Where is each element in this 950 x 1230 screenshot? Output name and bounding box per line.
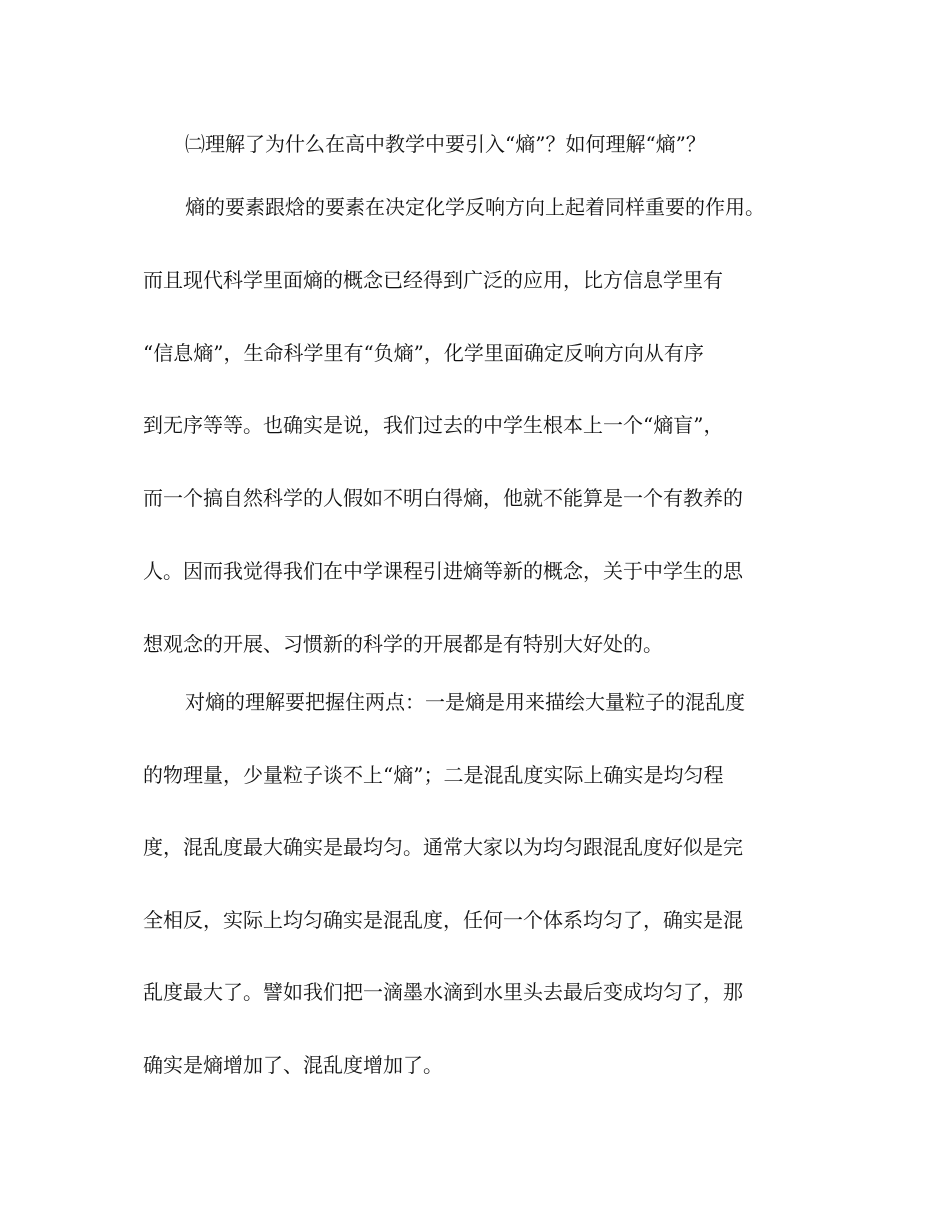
paragraph-line: 对熵的理解要把握住两点：一是熵是用来描绘大量粒子的混乱度 [185, 690, 745, 714]
paragraph-line: 熵的要素跟焓的要素在决定化学反响方向上起着同样重要的作用。 [185, 195, 765, 219]
paragraph-line: 到无序等等。也确实是说，我们过去的中学生根本上一个“熵盲”， [143, 413, 724, 437]
paragraph-line: 的物理量，少量粒子谈不上“熵”；二是混乱度实际上确实是均匀程 [143, 763, 724, 787]
paragraph-line: 度，混乱度最大确实是最均匀。通常大家以为均匀跟混乱度好似是完 [143, 835, 743, 859]
paragraph-line: 而且现代科学里面熵的概念已经得到广泛的应用，比方信息学里有 [143, 268, 723, 292]
paragraph-line: 确实是熵增加了、混乱度增加了。 [143, 1053, 443, 1077]
paragraph-line: 乱度最大了。譬如我们把一滴墨水滴到水里头去最后变成均匀了，那 [143, 980, 743, 1004]
paragraph-line: 而一个搞自然科学的人假如不明白得熵，他就不能算是一个有教养的 [143, 486, 743, 510]
heading-line: ㈡理解了为什么在高中教学中要引入“熵”？如何理解“熵”？ [185, 132, 706, 156]
paragraph-line: 全相反，实际上均匀确实是混乱度，任何一个体系均匀了，确实是混 [143, 908, 743, 932]
paragraph-line: 人。因而我觉得我们在中学课程引进熵等新的概念，关于中学生的思 [143, 559, 743, 583]
paragraph-line: 想观念的开展、习惯新的科学的开展都是有特别大好处的。 [143, 632, 663, 656]
paragraph-line: “信息熵”，生命科学里有“负熵”，化学里面确定反响方向从有序 [143, 341, 704, 365]
